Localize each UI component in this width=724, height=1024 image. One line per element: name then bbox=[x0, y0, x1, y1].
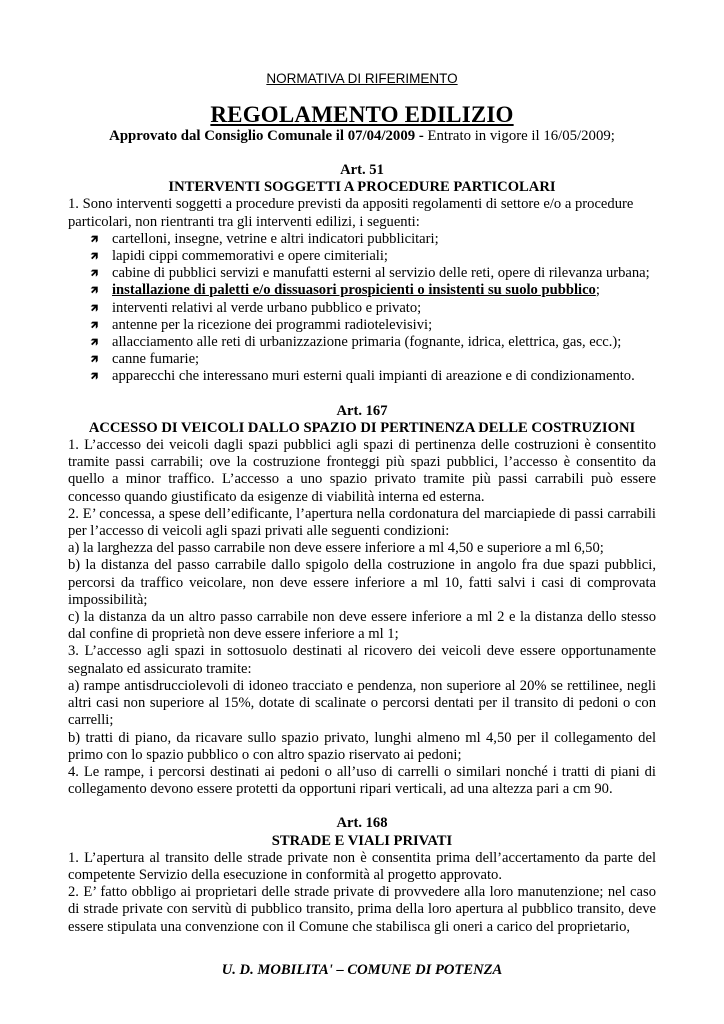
reference-heading: NORMATIVA DI RIFERIMENTO bbox=[266, 71, 458, 86]
caret-bullet-icon: 🡽 bbox=[90, 369, 99, 384]
list-item: 🡽 cartelloni, insegne, vetrine e altri indicatori pubblicitari; bbox=[90, 230, 439, 247]
article-paragraph: a) la larghezza del passo carrabile non deve essere inferiore a ml 4,50 e superiore a ml 6,50; bbox=[68, 540, 604, 557]
caret-bullet-icon: 🡽 bbox=[90, 283, 99, 298]
caret-bullet-icon: 🡽 bbox=[90, 249, 99, 264]
document-body bbox=[68, 162, 656, 936]
article-number: Art. 167 bbox=[336, 402, 388, 419]
effective-date: Entrato in vigore il 16/05/2009; bbox=[423, 128, 615, 144]
article-title: STRADE E VIALI PRIVATI bbox=[271, 832, 453, 849]
article-paragraph: c) la distanza da un altro passo carrabile non deve essere inferiore a ml 2 e la distanza dello stesso dal confine di proprietà non deve essere inferiore a ml 1; bbox=[68, 609, 656, 643]
document-title: REGOLAMENTO EDILIZIO bbox=[210, 102, 514, 127]
article-paragraph: 3. L’accesso agli spazi in sottosuolo destinati al ricovero dei veicoli deve essere opportunamente segnalato ed assicurato tramite: bbox=[68, 643, 656, 677]
article-168 bbox=[68, 815, 656, 935]
caret-bullet-icon: 🡽 bbox=[90, 231, 99, 246]
list-item: 🡽 cabine di pubblici servizi e manufatti esterni al servizio delle reti, opere di rilevanza urbana; bbox=[90, 265, 650, 282]
article-number: Art. 51 bbox=[340, 162, 384, 178]
approval-date: Approvato dal Consiglio Comunale il 07/04/2009 - bbox=[109, 128, 424, 144]
highlighted-text: installazione di paletti e/o dissuasori prospicienti o insistenti su suolo pubblico bbox=[112, 282, 596, 299]
caret-bullet-icon: 🡽 bbox=[90, 266, 99, 281]
article-title: INTERVENTI SOGGETTI A PROCEDURE PARTICOLARI bbox=[168, 179, 556, 196]
list-item: 🡽 interventi relativi al verde urbano pubblico e privato; bbox=[90, 299, 422, 316]
list-item: 🡽 allacciamento alle reti di urbanizzazione primaria (fognante, idrica, elettrica, gas, ecc.); bbox=[90, 334, 622, 351]
article-number: Art. 168 bbox=[336, 815, 388, 832]
article-paragraph: 1. L’apertura al transito delle strade private non è consentita prima dell’accertamento da parte del competente Servizio della esecuzione in conformità al progetto approvato. bbox=[68, 849, 656, 883]
bullet-list bbox=[68, 231, 656, 386]
article-paragraph: 2. E’ concessa, a spese dell’edificante, l’apertura nella cordonatura del marciapiede di passi carrabili per l’accesso di veicoli agli spazi privati alle seguenti condizioni: bbox=[68, 505, 656, 540]
article-167 bbox=[68, 403, 656, 799]
caret-bullet-icon: 🡽 bbox=[90, 335, 99, 350]
caret-bullet-icon: 🡽 bbox=[90, 300, 99, 315]
list-item: 🡽 apparecchi che interessano muri esterni quali impianti di areazione e di condizionamento. bbox=[90, 368, 635, 385]
caret-bullet-icon: 🡽 bbox=[90, 317, 99, 332]
list-item: 🡽 lapidi cippi commemorativi e opere cimiteriali; bbox=[90, 248, 388, 265]
caret-bullet-icon: 🡽 bbox=[90, 352, 99, 367]
article-paragraph: b) la distanza del passo carrabile dallo spigolo della costruzione in angolo fra due spazi pubblici, percorsi da traffico veicolare, non deve essere inferiore a ml 10, fatti salvi i casi di comprovata impossibilità; bbox=[68, 557, 656, 608]
article-paragraph: 1. Sono interventi soggetti a procedure previsti da appositi regolamenti di settore e/o a procedure particolari, non rientranti tra gli interventi edilizi, i seguenti: bbox=[68, 196, 634, 230]
list-item: 🡽 antenne per la ricezione dei programmi radiotelevisivi; bbox=[90, 316, 433, 333]
article-paragraph: 4. Le rampe, i percorsi destinati ai pedoni o all’uso di carrelli o similari nonché i tratti di piani di collegamento devono essere protetti da opportuni ripari verticali, ad una altezza pari a cm 90. bbox=[68, 763, 656, 798]
page-footer: U. D. MOBILITA' – COMUNE DI POTENZA bbox=[221, 962, 503, 978]
article-title: ACCESSO DI VEICOLI DALLO SPAZIO DI PERTINENZA DELLE COSTRUZIONI bbox=[88, 419, 636, 436]
article-paragraph: 2. E’ fatto obbligo ai proprietari delle strade private di provvedere alla loro manutenzione; nel caso di strade private con servitù di pubblico transito, prima della loro apertura al pubblico transito, deve essere stipulata una convenzione con il Comune che stabilisca gli oneri a carico del proprietario, bbox=[68, 884, 656, 935]
article-51 bbox=[68, 162, 656, 386]
article-paragraph: b) tratti di piano, da ricavare sullo spazio privato, lunghi almeno ml 4,50 per il collegamento del primo con lo spazio pubblico o con altro spazio riservato ai pedoni; bbox=[68, 729, 656, 763]
list-item: 🡽 canne fumarie; bbox=[90, 351, 200, 368]
article-paragraph: 1. L’accesso dei veicoli dagli spazi pubblici agli spazi di pertinenza delle costruzioni è consentito tramite passi carrabili; ove la costruzione fronteggi più spazi pubblici, l’accesso è consentito da quello a minor traffico. L’accesso a uno spazio privato tramite più passi carrabili può essere concesso quando giustificato da esigenze di viabilità interna ed esterna. bbox=[68, 437, 656, 505]
list-item-highlighted: 🡽 installazione di paletti e/o dissuasori prospicienti o insistenti su suolo pubblico; bbox=[90, 282, 600, 299]
article-paragraph: a) rampe antisdrucciolevoli di idoneo tracciato e pendenza, non superiore al 20% se rettilinee, negli altri casi non superiore al 15%, dotate di scalinate o percorsi dentati per il transito di pedoni o con carrelli; bbox=[68, 677, 656, 729]
approval-line bbox=[0, 128, 724, 145]
